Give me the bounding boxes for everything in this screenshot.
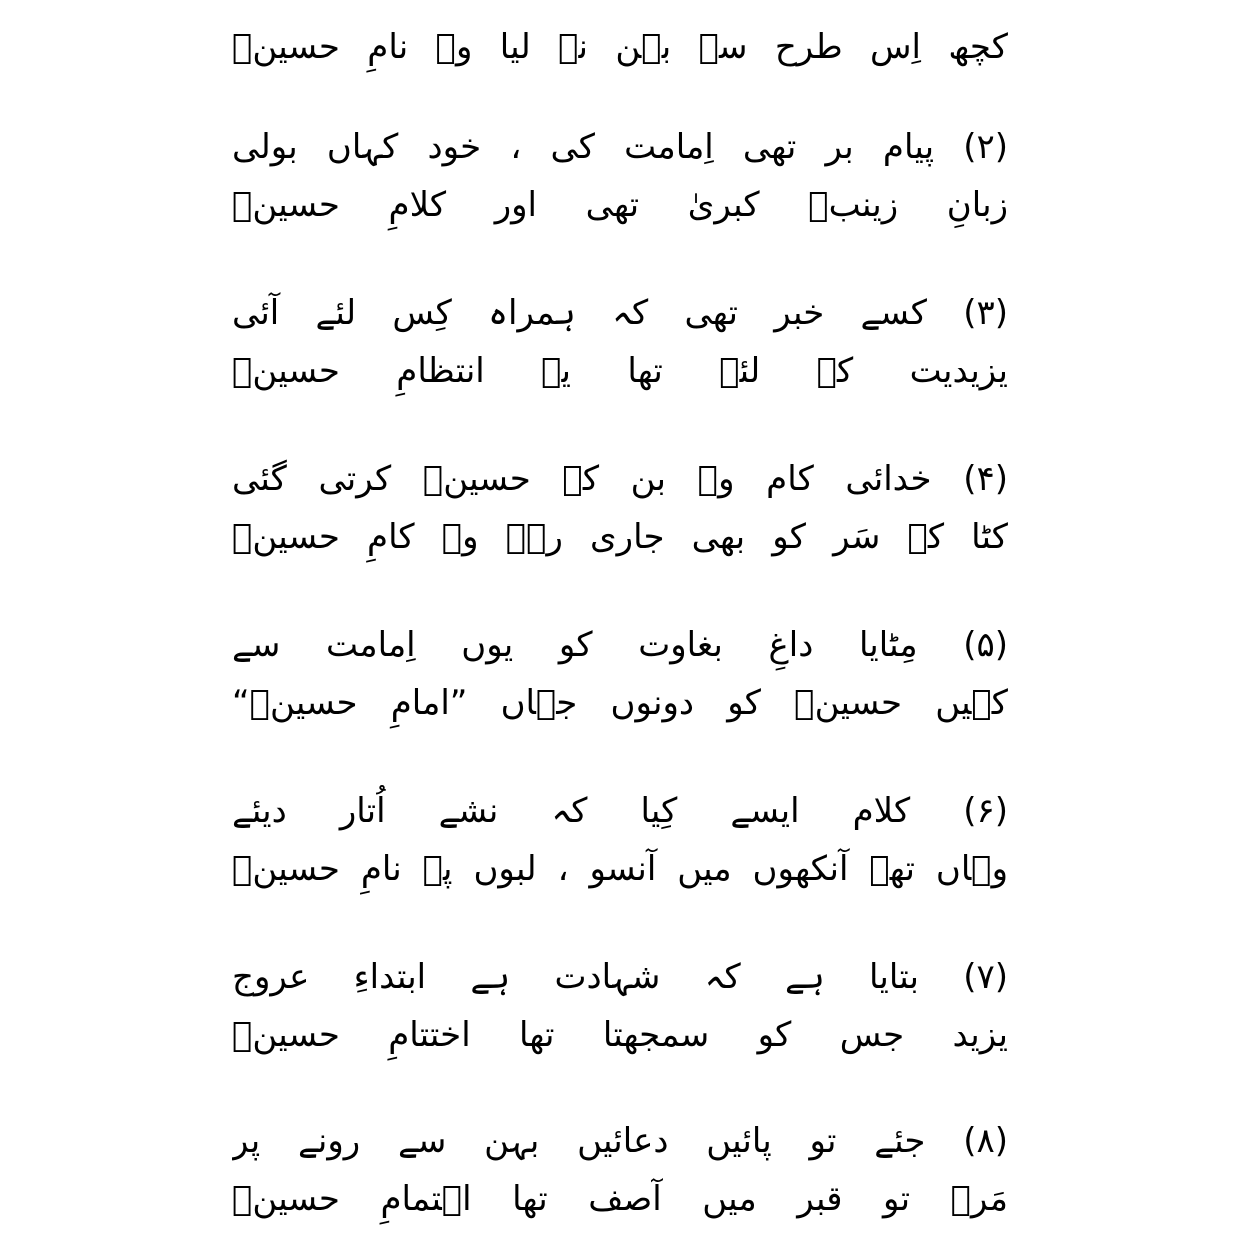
stanza-line: (۲) پیام بر تھی اِمامت کی ، خود کہاں بولی <box>232 127 1008 167</box>
stanza-line: وہاں تھے آنکھوں میں آنسو ، لبوں پہ نامِ حسینؑ <box>232 849 1008 889</box>
stanza-6 <box>232 782 1008 898</box>
stanza-line: (۶) کلام ایسے کِیا کہ نشے اُتار دیئے <box>232 791 1008 831</box>
stanza-line: کچھ اِس طرح سے بہن نے لیا وہ نامِ حسینؑ <box>232 27 1008 67</box>
stanza-line: (۵) مِٹایا داغِ بغاوت کو یوں اِمامت سے <box>232 625 1008 665</box>
stanza-line: یزید جس کو سمجھتا تھا اختتامِ حسینؑ <box>232 1015 1008 1055</box>
stanza-line: کٹا کے سَر کو بھی جاری رہے وہ کامِ حسینؑ <box>232 517 1008 557</box>
stanza-4 <box>232 450 1008 566</box>
stanza-line: کہیں حسینؑ کو دونوں جہاں ”امامِ حسینؑ“ <box>232 683 1008 723</box>
stanza-8 <box>232 1112 1008 1228</box>
stanza-line: (۴) خدائی کام وہ بن کے حسینؑ کرتی گئی <box>232 459 1008 499</box>
stanza-line: مَرے تو قبر میں آصف تھا اہتمامِ حسینؑ <box>232 1179 1008 1219</box>
stanza-line-cropped <box>232 0 1008 18</box>
stanza-5 <box>232 616 1008 732</box>
stanza-line: زبانِ زینبؑ کبریٰ تھی اور کلامِ حسینؑ <box>232 185 1008 225</box>
stanza-1 <box>232 0 1008 76</box>
stanza-3 <box>232 284 1008 400</box>
stanza-line: (۷) بتایا ہے کہ شہادت ہے ابتداءِ عروج <box>232 957 1008 997</box>
stanza-line: یزیدیت کے لئے تھا یہ انتظامِ حسینؑ <box>232 351 1008 391</box>
stanza-7 <box>232 948 1008 1064</box>
stanza-2 <box>232 118 1008 234</box>
stanza-line: (۸) جئے تو پائیں دعائیں بہن سے رونے پر <box>232 1121 1008 1161</box>
stanza-line: (۳) کسے خبر تھی کہ ہمراہ کِس لئے آئی <box>232 293 1008 333</box>
